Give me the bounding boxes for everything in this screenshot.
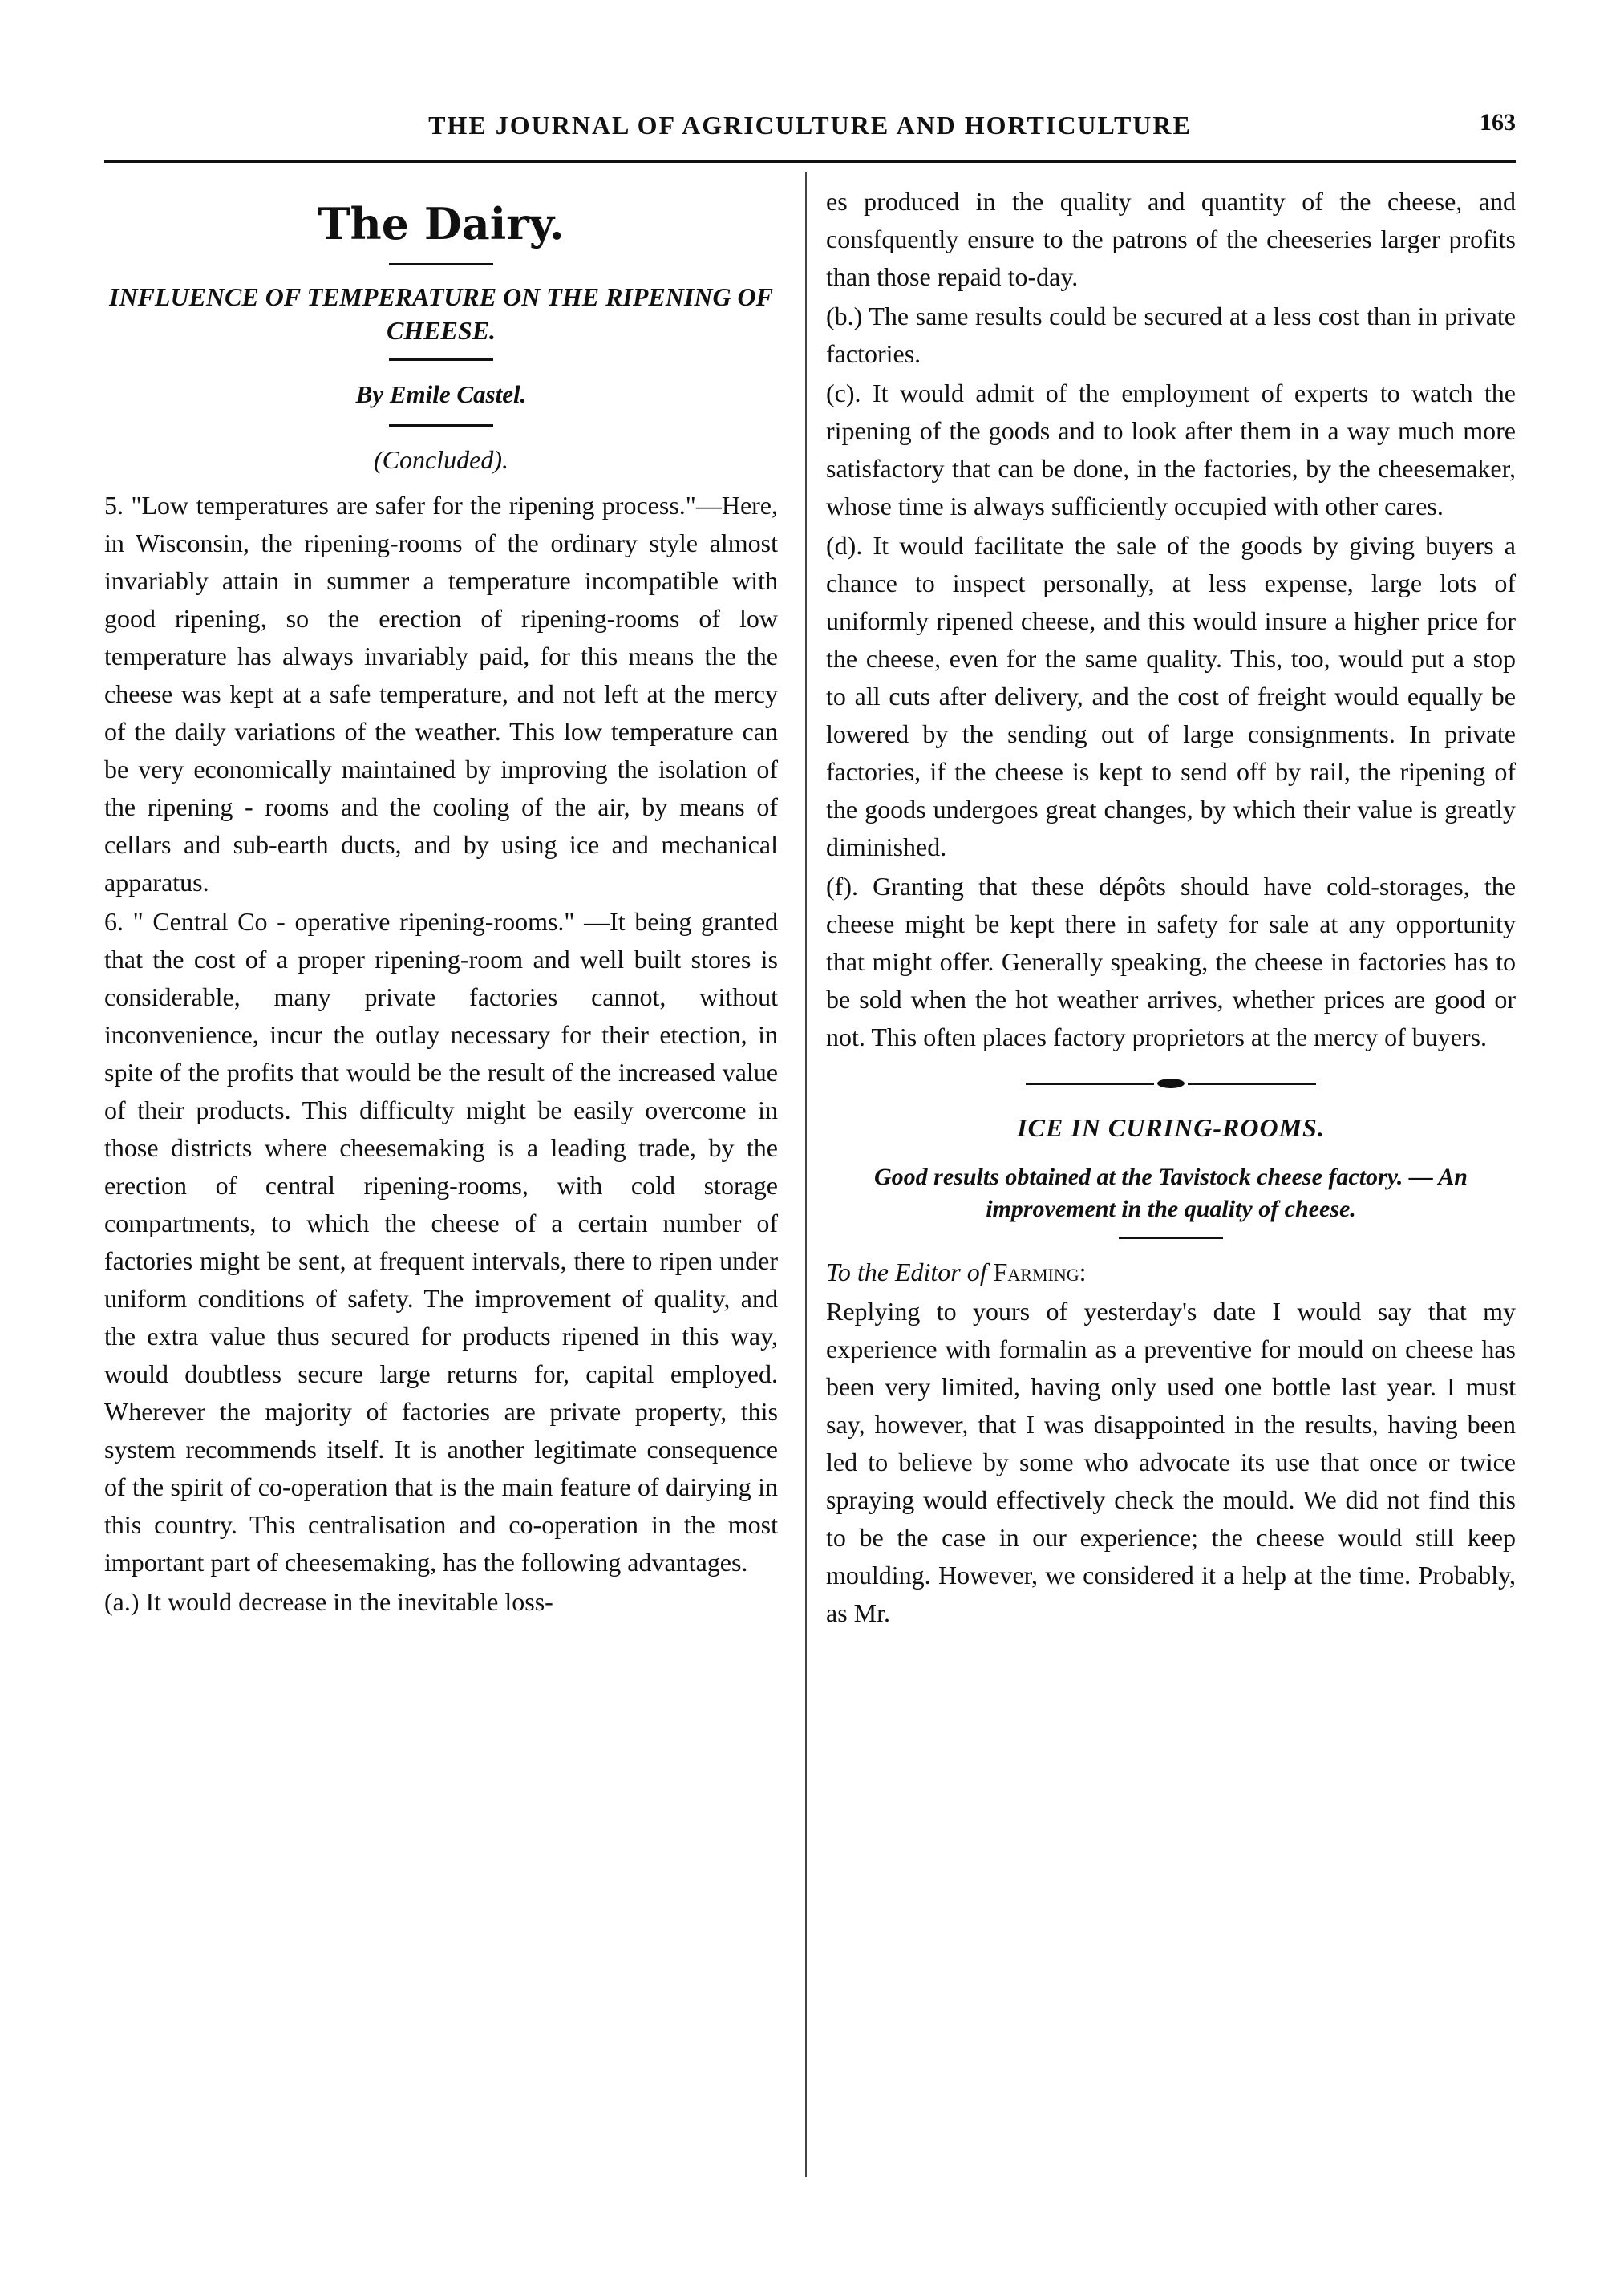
- right-column: [826, 183, 1516, 1634]
- paragraph: (a.) It would decrease in the inevitable loss-: [104, 1587, 553, 1616]
- paragraph: (b.) The same results could be secured at a less cost than in private factories.: [826, 302, 1516, 368]
- article-title: INFLUENCE OF TEMPERATURE ON THE RIPENING OF CHEESE.: [109, 282, 773, 345]
- paragraph: 6. " Central Co - operative ripening-rooms." —It being granted that the cost of a proper ripening-room and well built stores is considerable, many private factories cannot, without inconvenience, incur the outlay necessary for their etection, in spite of the profits that would be the result of the increased value of their products. This difficulty might be easily overcome in those districts where cheesemaking is a leading trade, by the erection of central ripening-rooms, with cold storage compartments, to which the cheese of a certain number of factories might be sent, at frequent intervals, there to ripen under uniform conditions of safety. The improvement of quality, and the extra value thus secured for products ripened in this way, would doubtless secure large returns for, capital employed. Wherever the majority of factories are private property, this system recommends itself. It is another legitimate consequence of the spirit of co-operation that is the main feature of dairying in this country. This centralisation and co-operation in the most important part of cheesemaking, has the following advantages.: [104, 907, 778, 1577]
- byline: By Emile Castel.: [355, 380, 527, 408]
- ornamental-rule: [826, 1079, 1516, 1088]
- left-column: [104, 183, 778, 1622]
- running-head: THE JOURNAL OF AGRICULTURE AND HORTICULTURE: [428, 111, 1192, 140]
- title-rule: [389, 263, 493, 265]
- department-title: The Dairy.: [318, 198, 565, 249]
- ornament-bar: [1026, 1083, 1154, 1085]
- paragraph: es produced in the quality and quantity of the cheese, and consfquently ensure to the patrons of the cheeseries larger profits than those repaid to-day.: [826, 187, 1516, 291]
- salutation: [826, 1253, 1516, 1291]
- subtitle-rule: [1119, 1237, 1223, 1239]
- ornament-bar: [1188, 1083, 1316, 1085]
- column-divider: [805, 172, 807, 2177]
- paragraph: (f). Granting that these dépôts should have cold-storages, the cheese might be kept there in safety for sale at any opportunity that might offer. Generally speaking, the cheese in factories has to be sold when the hot weather arrives, whether prices are good or not. This often places factory proprietors at the mercy of buyers.: [826, 872, 1516, 1051]
- letter-paragraph: Replying to yours of yesterday's date I would say that my experience with formalin as a preventive for mould on cheese has been very limited, having only used one bottle last year. I must say, however, that I was disappointed in the results, having been led to believe by some who advocate its use that once or twice spraying would effectively check the mould. We did not find this to be the case in our experience; the cheese would still keep moulding. However, we considered it a help at the time. Probably, as Mr.: [826, 1297, 1516, 1627]
- concluded-note: (Concluded).: [374, 445, 508, 474]
- paragraph: 5. "Low temperatures are safer for the ripening process."—Here, in Wisconsin, the ripening-rooms of the ordinary style almost invariably attain in summer a temperature incompatible with good ripening, so the erection of ripening-rooms of low temperature has always invariably paid, for this means the the cheese was kept at a safe temperature, and not left at the mercy of the daily variations of the weather. This low temperature can be very economically maintained by improving the isolation of the ripening - rooms and the cooling of the air, by means of cellars and sub-earth ducts, and by using ice and mechanical apparatus.: [104, 491, 778, 897]
- byline-rule: [389, 424, 493, 427]
- section-title: ICE IN CURING-ROOMS.: [1017, 1113, 1325, 1142]
- title-rule: [389, 358, 493, 361]
- salutation-prefix: To the Editor of: [826, 1257, 987, 1286]
- section-subtitle: Good results obtained at the Tavistock cheese factory. — An improvement in the quality of cheese.: [874, 1164, 1468, 1222]
- page-number: 163: [1480, 109, 1516, 136]
- ornament-center: [1157, 1079, 1185, 1088]
- paragraph: (c). It would admit of the employment of experts to watch the ripening of the goods and to look after them in a way much more satisfactory that can be done, in the factories, by the cheesemaker, whose time is always sufficiently occupied with other cares.: [826, 379, 1516, 520]
- paragraph: (d). It would facilitate the sale of the goods by giving buyers a chance to inspect personally, at less expense, large lots of uniformly ripened cheese, and this would insure a higher price for the cheese, even for the same quality. This, too, would put a stop to all cuts after delivery, and the cost of freight would equally be lowered by the sending out of large consignments. In private factories, if the cheese is kept to send off by rail, the ripening of the goods undergoes great changes, by which their value is greatly diminished.: [826, 531, 1516, 861]
- page-header: [104, 104, 1516, 152]
- salutation-name: Farming:: [993, 1257, 1087, 1286]
- header-rule: [104, 160, 1516, 163]
